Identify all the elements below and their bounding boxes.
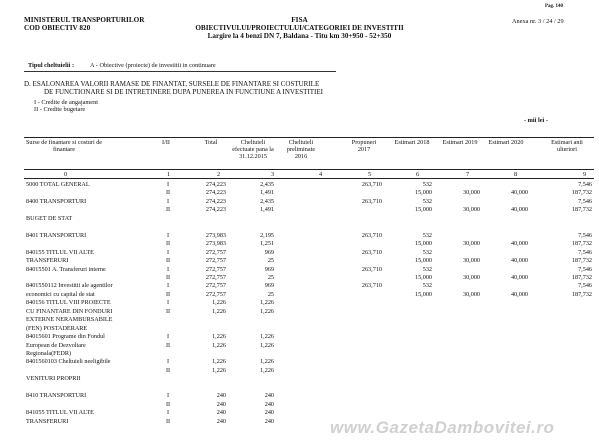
row-value-col-3: 240 <box>264 400 274 408</box>
row-credit-type: I <box>166 181 170 188</box>
table-row <box>24 350 594 358</box>
row-label: Regionala(FEDR) <box>26 350 72 357</box>
row-value-col-6: 532 <box>422 265 432 273</box>
table-row <box>24 367 594 375</box>
col-head-total: Total <box>204 139 218 146</box>
table-row <box>24 375 594 383</box>
row-value-col-9: 187,732 <box>571 257 592 265</box>
row-value-col-3: 969 <box>264 265 274 273</box>
table-row <box>24 181 594 189</box>
row-value-col-8: 40,000 <box>510 257 528 265</box>
col-head-preliminary: Cheltuieli preliminate 2016 <box>286 139 316 160</box>
row-label: 8401 TRANSPORTURI <box>26 231 87 239</box>
row-value-col-6: 15,000 <box>414 240 432 248</box>
row-value-col-3: 2,435 <box>260 197 274 205</box>
row-value-col-2: 240 <box>216 417 226 425</box>
table-row <box>24 206 594 214</box>
row-credit-type: I <box>166 299 170 307</box>
row-credit-type: I <box>166 358 170 366</box>
section-heading-1: D. ESALONAREA VALORII RAMASE DE FINANTAT, SURSELE DE FINANTARE SI COSTURILE <box>24 80 320 88</box>
row-value-col-9: 7,546 <box>578 231 592 239</box>
row-label: TRANSFERURI <box>26 257 69 265</box>
col-head-est-2020: Estimari 2020 <box>488 139 524 146</box>
col-head-sources: Surse de finantare si costuri de finantare <box>25 139 103 153</box>
table-row <box>24 189 594 197</box>
col-head-est-later: Estimari anii ulteriori <box>551 139 583 153</box>
col-index-9: 9 <box>583 171 587 178</box>
site-watermark: www.GazetaDambovitei.ro <box>330 418 555 437</box>
table-row <box>24 401 594 409</box>
section-heading-2: DE FUNCTIONARE SI DE INTRETINERE DUPA PUNEREA IN FUNCTIUNE A INVESTITIEI <box>44 88 323 96</box>
row-value-col-2: 273,983 <box>205 240 226 248</box>
row-label: EXTERNE NERAMBURSABILE <box>26 316 113 324</box>
table-row <box>24 358 594 366</box>
row-value-col-3: 25 <box>267 290 274 298</box>
table-row <box>24 223 594 231</box>
row-credit-type: II <box>165 206 171 214</box>
row-credit-type: I <box>166 333 170 341</box>
row-value-col-9: 7,546 <box>578 282 592 290</box>
row-credit-type: I <box>166 282 170 290</box>
row-value-col-2: 1,226 <box>212 299 226 307</box>
row-label: BUGET DE STAT <box>26 214 73 222</box>
col-head-est-2018: Estimari 2018 <box>394 139 430 146</box>
table-row <box>24 257 594 265</box>
col-index-2: 2 <box>217 171 221 178</box>
row-value-col-2: 1,226 <box>212 358 226 366</box>
row-value-col-8: 40,000 <box>510 189 528 197</box>
table-index-rule <box>24 178 594 179</box>
table-row <box>24 316 594 324</box>
row-value-col-9: 7,546 <box>578 197 592 205</box>
row-value-col-6: 15,000 <box>414 290 432 298</box>
row-value-col-9: 187,732 <box>571 240 592 248</box>
col-index-0: 0 <box>64 171 68 178</box>
table-top-rule <box>24 137 594 138</box>
row-label: 840155 TITLUL VII ALTE <box>26 248 94 256</box>
row-value-col-3: 2,195 <box>260 231 274 239</box>
expense-type-value: A - Obiective (proiecte) de investitii in continuare <box>90 62 216 69</box>
table-row <box>24 342 594 350</box>
row-value-col-3: 1,251 <box>260 240 274 248</box>
row-value-col-6: 532 <box>422 197 432 205</box>
row-value-col-2: 272,757 <box>205 248 226 256</box>
row-value-col-2: 1,226 <box>212 307 226 315</box>
row-credit-type: II <box>165 366 171 374</box>
row-value-col-6: 15,000 <box>414 189 432 197</box>
row-value-col-9: 187,732 <box>571 290 592 298</box>
table-row <box>24 308 594 316</box>
row-value-col-6: 532 <box>422 282 432 290</box>
table-row <box>24 232 594 240</box>
table-row <box>24 299 594 307</box>
expense-type-label: Tipul cheltuielii : <box>28 62 75 69</box>
row-value-col-7: 30,000 <box>462 273 480 281</box>
row-credit-type: II <box>165 400 171 408</box>
row-value-col-3: 969 <box>264 248 274 256</box>
row-value-col-7: 30,000 <box>462 240 480 248</box>
doc-subtitle: OBIECTIVULUI/PROIECTULUI/CATEGORIEI DE INVESTITII <box>195 24 404 32</box>
table-row <box>24 274 594 282</box>
row-label: CU FINANTARE DIN FONDURI <box>26 307 113 315</box>
annex-label: Anexa nr. 3 / 24 / 29 <box>512 18 564 25</box>
col-index-8: 8 <box>514 171 518 178</box>
doc-title: FISA <box>291 16 308 24</box>
row-label: 8401560103 Cheltuieli neeligibile <box>26 358 111 366</box>
table-header-rule <box>24 169 594 170</box>
row-value-col-2: 240 <box>216 409 226 417</box>
table-row <box>24 384 594 392</box>
row-value-col-9: 187,732 <box>571 206 592 214</box>
row-value-col-5: 263,710 <box>361 248 382 256</box>
row-label: 84015501 A. Transferuri interne <box>26 265 106 273</box>
row-value-col-2: 272,757 <box>205 265 226 273</box>
row-value-col-7: 30,000 <box>462 290 480 298</box>
row-value-col-3: 2,435 <box>260 181 274 188</box>
row-value-col-3: 1,226 <box>260 366 274 374</box>
row-value-col-2: 274,223 <box>205 181 226 188</box>
row-value-col-3: 1,226 <box>260 307 274 315</box>
row-value-col-5: 263,710 <box>361 265 382 273</box>
row-value-col-2: 240 <box>216 392 226 400</box>
row-value-col-3: 1,226 <box>260 358 274 366</box>
table-row <box>24 240 594 248</box>
header-divider <box>24 71 336 72</box>
row-value-col-3: 1,226 <box>260 299 274 307</box>
col-index-6: 6 <box>416 171 420 178</box>
row-label: 840156 TITLUL VIII PROIECTE <box>26 299 111 307</box>
row-credit-type: II <box>165 307 171 315</box>
row-value-col-8: 40,000 <box>510 240 528 248</box>
row-credit-type: II <box>165 290 171 298</box>
row-value-col-6: 532 <box>422 181 432 188</box>
col-head-spent: Cheltuieli efectuate pana la 31.12.2015 <box>232 139 274 160</box>
row-credit-type: II <box>165 273 171 281</box>
row-value-col-6: 532 <box>422 248 432 256</box>
row-value-col-2: 274,223 <box>205 206 226 214</box>
table-row <box>24 266 594 274</box>
page-number: Pag. 140 <box>545 4 564 9</box>
row-value-col-2: 272,757 <box>205 282 226 290</box>
table-row <box>24 392 594 400</box>
row-value-col-3: 1,226 <box>260 341 274 349</box>
row-credit-type: II <box>165 417 171 425</box>
table-row <box>24 333 594 341</box>
row-credit-type: I <box>166 265 170 273</box>
row-value-col-9: 7,546 <box>578 181 592 188</box>
row-value-col-3: 240 <box>264 392 274 400</box>
col-index-5: 5 <box>368 171 372 178</box>
row-value-col-9: 187,732 <box>571 273 592 281</box>
row-label: VENITURI PROPRII <box>26 375 81 383</box>
row-label: TRANSFERURI <box>26 417 69 425</box>
row-value-col-3: 240 <box>264 417 274 425</box>
row-value-col-7: 30,000 <box>462 257 480 265</box>
row-value-col-6: 15,000 <box>414 273 432 281</box>
row-credit-type: I <box>166 231 170 239</box>
col-head-proposals: Propuneri 2017 <box>351 139 377 153</box>
row-value-col-5: 263,710 <box>361 282 382 290</box>
row-value-col-7: 30,000 <box>462 189 480 197</box>
row-credit-type: II <box>165 189 171 197</box>
col-index-3: 3 <box>271 171 275 178</box>
col-head-est-2019: Estimari 2019 <box>442 139 478 146</box>
row-credit-type: I <box>166 248 170 256</box>
row-value-col-2: 1,226 <box>212 333 226 341</box>
row-value-col-3: 1,491 <box>260 206 274 214</box>
row-value-col-3: 969 <box>264 282 274 290</box>
table-row <box>24 198 594 206</box>
row-value-col-3: 240 <box>264 409 274 417</box>
row-value-col-2: 1,226 <box>212 341 226 349</box>
row-value-col-8: 40,000 <box>510 290 528 298</box>
row-value-col-8: 40,000 <box>510 206 528 214</box>
row-value-col-2: 272,757 <box>205 273 226 281</box>
row-label: 8410 TRANSPORTURI <box>26 392 87 400</box>
ministry-name: MINISTERUL TRANSPORTURILOR <box>24 16 145 24</box>
row-label: 5000 TOTAL GENERAL <box>26 181 90 188</box>
row-value-col-2: 272,757 <box>205 257 226 265</box>
table-row <box>24 282 594 290</box>
row-value-col-2: 274,223 <box>205 197 226 205</box>
legend-budget: II - Credite bugetare <box>34 106 86 113</box>
row-value-col-3: 1,491 <box>260 189 274 197</box>
row-label: 8401550112 Investitii ale agentilor <box>26 282 113 290</box>
row-credit-type: I <box>166 392 170 400</box>
project-title: Largire la 4 benzi DN 7, Baldana - Titu km 30+950 - 52+350 <box>207 32 392 40</box>
row-value-col-9: 187,732 <box>571 189 592 197</box>
row-credit-type: II <box>165 341 171 349</box>
row-value-col-8: 40,000 <box>510 273 528 281</box>
col-index-4: 4 <box>319 171 323 178</box>
row-value-col-5: 263,710 <box>361 181 382 188</box>
row-value-col-5: 263,710 <box>361 197 382 205</box>
row-label: (FEN) POSTADERARE <box>26 324 88 332</box>
table-row <box>24 291 594 299</box>
legend-commitment: I - Credite de angajament <box>34 99 98 106</box>
row-credit-type: I <box>166 409 170 417</box>
unit-label: - mii lei - <box>524 117 548 124</box>
row-credit-type: I <box>166 197 170 205</box>
row-value-col-9: 7,546 <box>578 248 592 256</box>
col-head-type: I/II <box>162 139 170 146</box>
row-value-col-7: 30,000 <box>462 206 480 214</box>
row-value-col-3: 25 <box>267 257 274 265</box>
row-value-col-2: 1,226 <box>212 366 226 374</box>
row-value-col-3: 25 <box>267 273 274 281</box>
row-value-col-5: 263,710 <box>361 231 382 239</box>
row-credit-type: II <box>165 240 171 248</box>
budget-code: COD OBIECTIV 820 <box>24 24 91 32</box>
row-label: 84015601 Programe din Fondul <box>26 333 105 341</box>
row-value-col-9: 7,546 <box>578 265 592 273</box>
row-value-col-3: 1,226 <box>260 333 274 341</box>
table-row <box>24 325 594 333</box>
row-value-col-2: 273,983 <box>205 231 226 239</box>
col-index-1: 1 <box>167 171 171 178</box>
table-row <box>24 249 594 257</box>
row-value-col-6: 15,000 <box>414 257 432 265</box>
row-label: European de Dezvoltare <box>26 341 86 349</box>
row-value-col-2: 240 <box>216 400 226 408</box>
row-label: 8400 TRANSPORTURI <box>26 197 87 205</box>
row-value-col-2: 272,757 <box>205 290 226 298</box>
row-value-col-6: 532 <box>422 231 432 239</box>
row-label: economici cu capital de stat <box>26 290 95 298</box>
row-value-col-2: 274,223 <box>205 189 226 197</box>
row-value-col-6: 15,000 <box>414 206 432 214</box>
col-index-7: 7 <box>466 171 470 178</box>
table-row <box>24 215 594 223</box>
row-label: 841055 TITLUL VII ALTE <box>26 409 94 417</box>
row-credit-type: II <box>165 257 171 265</box>
table-row <box>24 409 594 417</box>
